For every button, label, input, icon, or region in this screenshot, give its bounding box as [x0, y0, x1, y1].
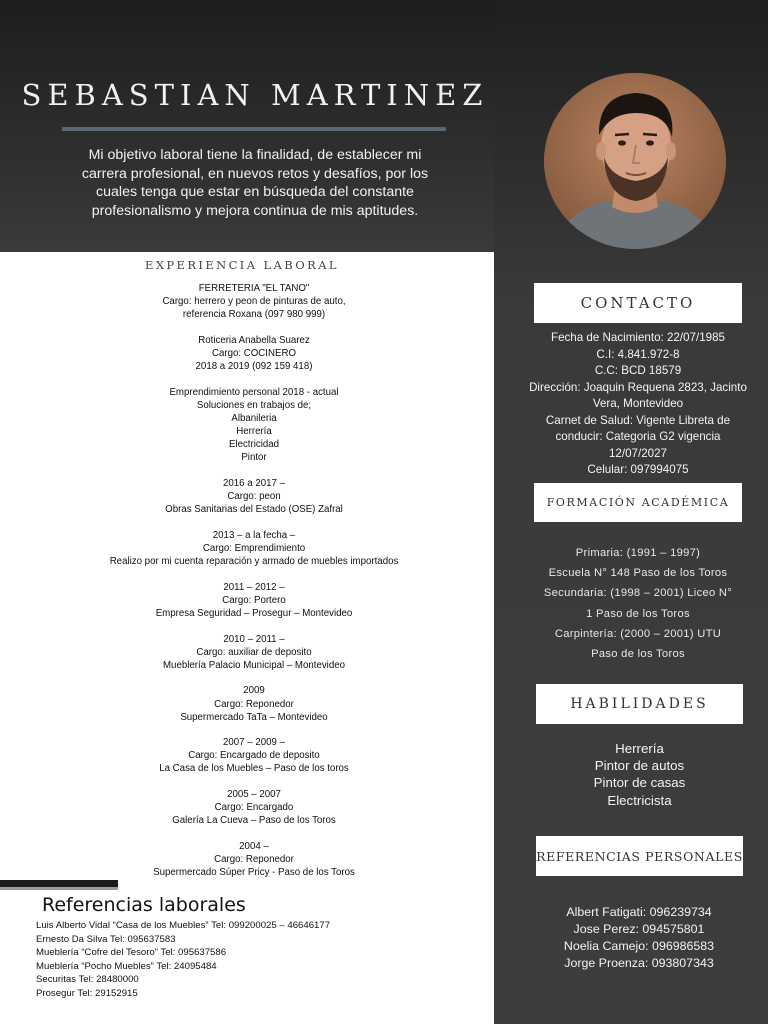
- section-divider: [0, 880, 118, 887]
- work-reference-item: Mueblería “Pocho Muebles” Tel: 24095484: [36, 960, 217, 972]
- experience-heading: EXPERIENCIA LABORAL: [145, 258, 339, 272]
- personal-reference-item: Albert Fatigati: 096239734: [566, 905, 712, 919]
- experience-entry: [34, 736, 474, 775]
- contact-line: Fecha de Nacimiento: 22/07/1985: [550, 331, 726, 344]
- experience-line: Emprendimiento personal 2018 - actual: [169, 386, 339, 398]
- experience-entry: [34, 334, 474, 373]
- experience-line: 2018 a 2019 (092 159 418): [195, 361, 313, 373]
- skill-item: Herrería: [615, 741, 664, 756]
- skill-item: Electricista: [607, 792, 672, 808]
- experience-line: Herrería: [236, 426, 272, 438]
- experience-entry: [34, 684, 474, 723]
- personal-references-list: [530, 904, 748, 972]
- experience-line: Cargo: COCINERO: [212, 347, 296, 359]
- experience-line: 2009: [243, 685, 265, 697]
- portrait-illustration: [544, 73, 726, 249]
- experience-line: La Casa de los Muebles – Paso de los toros: [159, 763, 349, 775]
- experience-line: Roticeria Anabella Suarez: [198, 334, 310, 346]
- education-info: [536, 543, 740, 664]
- work-references-list: [36, 919, 486, 1001]
- experience-line: 2011 – 2012 –: [223, 581, 285, 593]
- contact-line: Celular: 097994075: [587, 463, 689, 476]
- experience-line: Cargo: Reponedor: [214, 854, 294, 866]
- experience-line: Cargo: Emprendimiento: [202, 542, 306, 554]
- skills-list: [536, 740, 743, 809]
- experience-line: 2010 – 2011 –: [223, 633, 285, 645]
- experience-line: 2013 – a la fecha –: [212, 529, 296, 541]
- work-reference-item: Luis Alberto Vidal “Casa de los Muebles” Tel: 099200025 – 46646177: [36, 920, 331, 931]
- experience-line: 2016 a 2017 –: [223, 477, 285, 489]
- candidate-name: SEBASTIAN MARTINEZ: [21, 78, 489, 112]
- experience-line: Cargo: auxiliar de deposito: [196, 646, 312, 658]
- contact-line: Dirección: Joaquin Requena 2823, Jacinto: [529, 380, 747, 394]
- personal-reference-item: Jorge Proenza: 093807343: [564, 955, 714, 970]
- experience-line: referencia Roxana (097 980 999): [182, 309, 326, 321]
- experience-entry: [34, 788, 474, 827]
- experience-line: Realizo por mi cuenta reparación y armado de muebles importados: [109, 555, 399, 567]
- experience-entry: [34, 529, 474, 568]
- experience-line: 2005 – 2007: [227, 789, 281, 801]
- contact-line: 12/07/2027: [608, 446, 668, 460]
- education-line: Escuela N° 148 Paso de los Toros: [548, 567, 728, 580]
- experience-line: Soluciones en trabajos de;: [196, 399, 312, 411]
- experience-line: 2004 –: [239, 841, 269, 853]
- experience-line: Cargo: herrero y peon de pinturas de auto,: [162, 296, 346, 308]
- experience-line: Supermercado Súper Pricy - Paso de los Toros: [153, 867, 355, 879]
- experience-line: Albanileria: [231, 412, 277, 424]
- experience-line: Empresa Seguridad – Prosegur – Montevideo: [155, 607, 353, 619]
- experience-entry: [34, 633, 474, 672]
- contact-line: C.I: 4.841.972-8: [596, 347, 680, 361]
- experience-line: Mueblería Palacio Municipal – Montevideo: [162, 659, 345, 671]
- contact-line: C.C: BCD 18579: [594, 364, 682, 377]
- experience-line: Cargo: Portero: [222, 594, 286, 606]
- work-reference-item: Securitas Tel: 28480000: [36, 974, 139, 986]
- experience-line: Cargo: Reponedor: [214, 698, 294, 710]
- experience-entry: [34, 477, 474, 516]
- experience-entry: [34, 840, 474, 879]
- experience-entry: [34, 282, 474, 321]
- skill-item: Pintor de autos: [594, 758, 685, 774]
- experience-entry: [34, 581, 474, 620]
- experience-line: Obras Sanitarias del Estado (OSE) Zafral: [165, 504, 343, 516]
- contact-line: conducir: Categoria G2 vigencia: [555, 430, 721, 443]
- contact-line: Carnet de Salud: Vigente Libreta de: [545, 413, 731, 427]
- education-line: Paso de los Toros: [591, 648, 685, 661]
- experience-list: [34, 282, 474, 892]
- section-divider-accent: [0, 887, 118, 890]
- experience-line: 2007 – 2009 –: [223, 737, 285, 749]
- personal-reference-item: Noelia Camejo: 096986583: [563, 938, 715, 953]
- education-line: 1 Paso de los Toros: [586, 607, 690, 620]
- education-line: Secundaria: (1998 – 2001) Liceo N°: [543, 587, 733, 600]
- contact-line: Vera, Montevideo: [592, 397, 684, 410]
- personal-references-heading: REFERENCIAS PERSONALES: [536, 836, 743, 876]
- experience-line: Cargo: peon: [227, 491, 281, 502]
- experience-line: FERRETERIA "EL TANO": [198, 283, 310, 294]
- skills-heading: HABILIDADES: [536, 684, 743, 724]
- work-reference-item: Mueblería “Cofre del Tesoro” Tel: 095637586: [36, 947, 227, 959]
- contact-info: [512, 330, 764, 479]
- contact-heading: CONTACTO: [534, 283, 742, 323]
- personal-reference-item: Jose Perez: 094575801: [573, 921, 705, 936]
- experience-line: Galería La Cueva – Paso de los Toros: [172, 815, 336, 827]
- education-line: Primaria: (1991 – 1997): [575, 547, 701, 559]
- experience-line: Electricidad: [228, 439, 280, 451]
- education-line: Carpintería: (2000 – 2001) UTU: [554, 627, 722, 640]
- work-references-heading: Referencias laborales: [42, 894, 246, 916]
- experience-line: Cargo: Encargado: [214, 802, 294, 814]
- work-reference-item: Prosegur Tel: 29152915: [36, 987, 138, 999]
- experience-line: Supermercado TaTa – Montevideo: [180, 711, 328, 723]
- name-underline: [62, 127, 446, 131]
- experience-line: Cargo: Encargado de deposito: [188, 750, 320, 762]
- profile-photo: [544, 73, 726, 249]
- work-reference-item: Ernesto Da Silva Tel: 095637583: [36, 933, 176, 945]
- experience-entry: [34, 386, 474, 465]
- education-heading: FORMACIÓN ACADÉMICA: [534, 483, 742, 522]
- career-objective: Mi objetivo laboral tiene la finalidad, de establecer mi carrera profesional, en nuevos retos y desafíos, por los cuales tenga que estar en búsqueda del constante profesionalismo y mejora continua de mis aptitudes.: [81, 147, 429, 219]
- experience-line: Pintor: [241, 452, 267, 464]
- skill-item: Pintor de casas: [593, 775, 686, 791]
